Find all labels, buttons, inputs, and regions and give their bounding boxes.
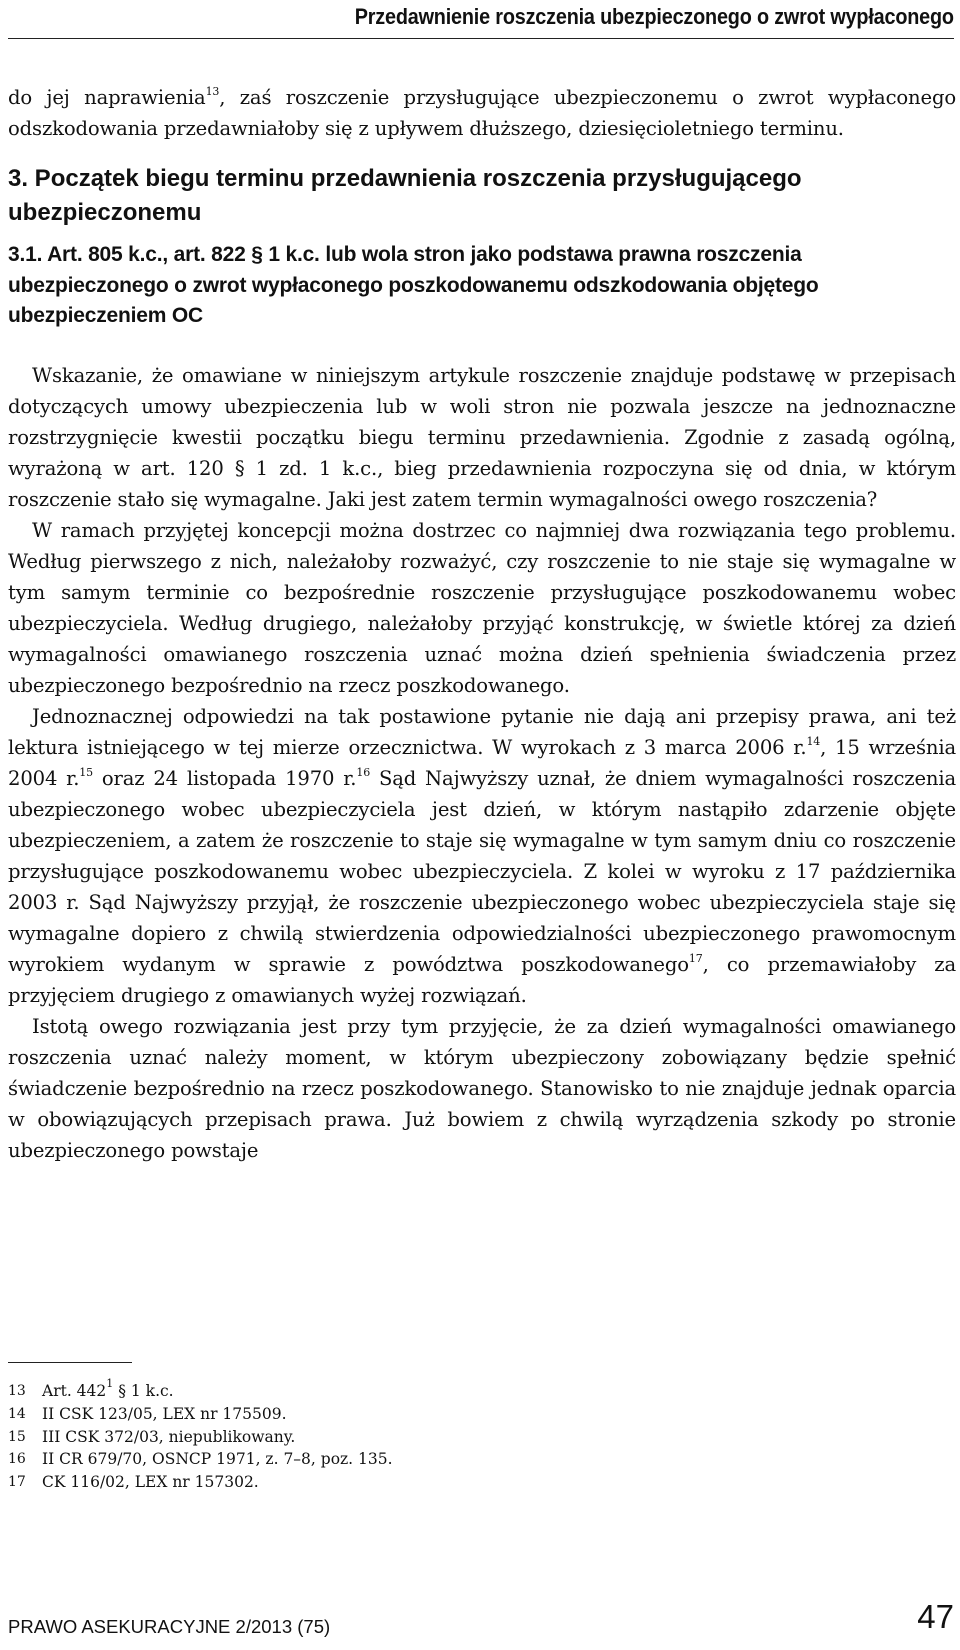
paragraph-continuation bbox=[8, 82, 956, 144]
footnote-text: II CSK 123/05, LEX nr 175509. bbox=[42, 1404, 287, 1423]
footnote-text: II CR 679/70, OSNCP 1971, z. 7–8, poz. 135. bbox=[42, 1450, 393, 1469]
running-header-title: Przedawnienie roszczenia ubezpieczonego o zwrot wypłaconego bbox=[354, 4, 954, 29]
footnote-15 bbox=[8, 1426, 948, 1449]
text-run: do jej naprawienia bbox=[8, 86, 206, 109]
section-heading: 3. Początek biegu terminu przedawnienia roszczenia przysługującego ubezpieczonemu bbox=[8, 165, 802, 226]
footnote-number: 15 bbox=[8, 1428, 26, 1445]
footnote-number: 14 bbox=[8, 1405, 26, 1422]
footnote-14 bbox=[8, 1403, 948, 1426]
footnote-ref-16[interactable]: 16 bbox=[356, 765, 371, 779]
paragraph-1: Wskazanie, że omawiane w niniejszym artykule roszczenie znajduje podstawę w przepisach dotyczących umowy ubezpieczenia lub w woli stron nie pozwala jeszcze na jednoznaczne rozstrzygnięcie kwestii początku biegu terminu przedawnienia. Zgodnie z zasadą ogólną, wyrażoną w art. 120 § 1 zd. 1 k.c., bieg przedawnienia rozpoczyna się od dnia, w którym roszczenie stało się wymagalne. Jaki jest zatem termin wymagalności owego roszczenia? bbox=[8, 363, 956, 511]
text-run: oraz 24 listopada 1970 r. bbox=[93, 766, 357, 790]
footnote-number: 13 bbox=[8, 1383, 26, 1399]
footnote-text: III CSK 372/03, niepublikowany. bbox=[42, 1427, 296, 1446]
text-run: Jednoznacznej odpowiedzi na tak postawione pytanie nie dają ani przepisy prawa, ani też lektura istniejącego w tej mierze orzecznictwa. W wyrokach z 3 marca 2006 r. bbox=[8, 704, 956, 759]
footnote-ref-14[interactable]: 14 bbox=[806, 734, 821, 748]
subsection-heading: 3.1. Art. 805 k.c., art. 822 § 1 k.c. lub wola stron jako podstawa prawna roszczenia ubezpieczonego o zwrot wypłaconego poszkodowanemu odszkodowania objętego ubezpieczeniem OC bbox=[8, 243, 819, 327]
paragraph-4: Istotą owego rozwiązania jest przy tym przyjęcie, że za dzień wymagalności omawianego roszczenia uznać należy moment, w którym ubezpieczony zobowiązany będzie spełnić świadczenie bezpośrednio na rzecz poszkodowanego. Stanowisko to nie znajduje jednak oparcia w obowiązujących przepisach prawa. Już bowiem z chwilą wyrządzenia szkody po stronie ubezpieczonego powstaje bbox=[8, 1014, 956, 1162]
paragraph-3 bbox=[8, 701, 956, 1011]
journal-footer: PRAWO ASEKURACYJNE 2/2013 (75) bbox=[8, 1616, 331, 1637]
text-run: , zaś roszczenie przysługujące ubezpieczonemu o zwrot wypłaconego odszkodowania przedawniałoby się z upływem dłuższego, dziesięcioletniego terminu. bbox=[8, 86, 957, 140]
text-run: , 15 września 2004 r. bbox=[8, 735, 956, 790]
footnote-16 bbox=[8, 1448, 948, 1471]
running-header bbox=[8, 0, 954, 39]
superscript: 1 bbox=[106, 1377, 114, 1390]
footnote-number: 16 bbox=[8, 1451, 26, 1468]
footnote-ref-13[interactable]: 13 bbox=[205, 85, 220, 98]
footnote-number: 17 bbox=[8, 1474, 26, 1491]
footnote-13 bbox=[8, 1377, 948, 1403]
footnote-17 bbox=[8, 1471, 948, 1494]
footnote-text: CK 116/02, LEX nr 157302. bbox=[42, 1473, 259, 1492]
footnote-text: Art. $442^1$ § 1 k.c. bbox=[42, 1377, 174, 1400]
text-run: , co przemawiałoby za przyjęciem drugiego z omawianych wyżej rozwiązań. bbox=[8, 952, 957, 1007]
footnote-separator bbox=[8, 1362, 132, 1363]
paragraph-2: W ramach przyjętej koncepcji można dostrzec co najmniej dwa rozwiązania tego problemu. Według pierwszego z nich, należałoby rozważyć, czy roszczenie to nie staje się wymagalne w tym samym terminie co bezpośrednie roszczenie przysługujące poszkodowanemu wobec ubezpieczyciela. Według drugiego, należałoby przyjąć konstrukcję, w świetle której za dzień wymagalności omawianego roszczenia uznać można dzień spełnienia świadczenia przez ubezpieczonego bezpośrednio na rzecz poszkodowanego. bbox=[8, 518, 956, 697]
text-run: Sąd Najwyższy uznał, że dniem wymagalności roszczenia ubezpieczonego wobec ubezpieczyciela jest dzień, w którym nastąpiło zdarzenie objęte ubezpieczeniem, a zatem że roszczenie to staje się wymagalne w tym samym dniu co roszczenie przysługujące poszkodowanemu wobec ubezpieczyciela. Z kolei w wyroku z 17 października 2003 r. Sąd Najwyższy przyjął, że roszczenie ubezpieczonego wobec ubezpieczyciela staje się wymagalne dopiero z chwilą stwierdzenia odpowiedzialności ubezpieczonego prawomocnym wyrokiem wydanym w sprawie z powództwa poszkodowanego bbox=[8, 766, 957, 976]
page-number: 47 bbox=[917, 1598, 954, 1635]
article-body bbox=[8, 82, 956, 1166]
footnote-ref-17[interactable]: 17 bbox=[688, 951, 703, 965]
footnotes bbox=[8, 1377, 948, 1494]
footnote-ref-15[interactable]: 15 bbox=[79, 765, 93, 779]
